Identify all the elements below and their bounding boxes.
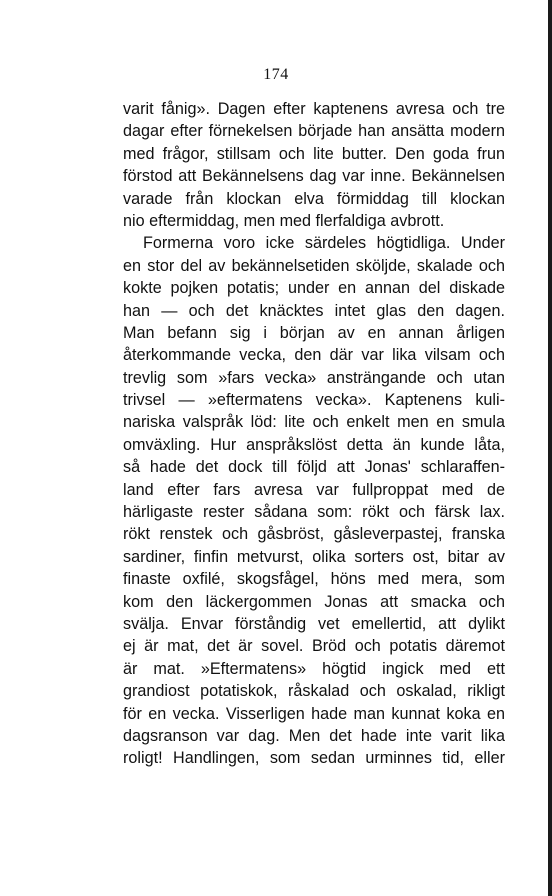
text-line: han — och det knäcktes intet glas den dagen.: [123, 301, 505, 320]
paragraph-1: [123, 98, 505, 232]
text-line: dagar efter förnekelsen började han ansätta modern: [123, 122, 505, 141]
text-line: så hade det dock till följd att Jonas' schlaraffen-: [123, 458, 505, 477]
text-line: Formerna voro icke särdeles högtidliga. Under: [143, 234, 505, 253]
text-line: roligt! Handlingen, som sedan urminnes tid, eller: [123, 749, 505, 768]
page-edge-shadow: [548, 0, 552, 896]
text-line: trivsel — »eftermatens vecka». Kaptenens kuli-: [123, 391, 505, 410]
text-line: dagsranson var dag. Men det hade inte varit lika: [123, 726, 505, 745]
text-line: omväxling. Hur anspråkslöst detta än kunde låta,: [123, 435, 505, 454]
text-line: finaste oxfilé, skogsfågel, höns med mera, som: [123, 570, 505, 589]
text-line: för en vecka. Visserligen hade man kunnat koka en: [123, 704, 505, 723]
text-line: återkommande vecka, den där var lika vilsam och: [123, 346, 505, 365]
text-line: sardiner, finfin metvurst, olika sorters ost, bitar av: [123, 547, 505, 566]
text-line: trevlig som »fars vecka» ansträngande och utan: [123, 368, 505, 387]
text-line: förstod att Bekännelsens dag var inne. Bekännelsen: [123, 167, 505, 186]
body-text: [123, 98, 505, 770]
page-number: 174: [263, 66, 289, 83]
text-line: med frågor, stillsam och lite butter. Den goda frun: [123, 144, 505, 163]
text-line: rökt renstek och gåsbröst, gåsleverpastej, franska: [123, 525, 505, 544]
text-line: härligaste rester sådana som: rökt och färsk lax.: [123, 503, 505, 522]
text-line: nio eftermiddag, men med flerfaldiga avbrott.: [123, 211, 445, 230]
text-line: kokte pojken potatis; under en annan del diskade: [123, 279, 505, 298]
text-line: grandiost potatiskok, råskalad och oskalad, rikligt: [123, 682, 505, 701]
text-line: varade från klockan elva förmiddag till klockan: [123, 189, 505, 208]
text-line: nariska valspråk löd: lite och enkelt men en smula: [123, 413, 505, 432]
text-line: varit fånig». Dagen efter kaptenens avresa och tre: [123, 100, 505, 118]
text-line: land efter fars avresa var fullproppat med de: [123, 480, 505, 499]
text-line: kom den läckergommen Jonas att smacka och: [123, 592, 505, 611]
text-line: ej är mat, det är sovel. Bröd och potatis däremot: [123, 637, 505, 656]
text-line: svälja. Envar förståndig vet emellertid, att dylikt: [123, 614, 505, 633]
paragraph-2: [123, 232, 505, 769]
text-line: är mat. »Eftermatens» högtid ingick med ett: [123, 659, 505, 678]
text-line: Man befann sig i början av en annan årligen: [123, 323, 505, 342]
text-line: en stor del av bekännelsetiden sköljde, skalade och: [123, 256, 505, 275]
